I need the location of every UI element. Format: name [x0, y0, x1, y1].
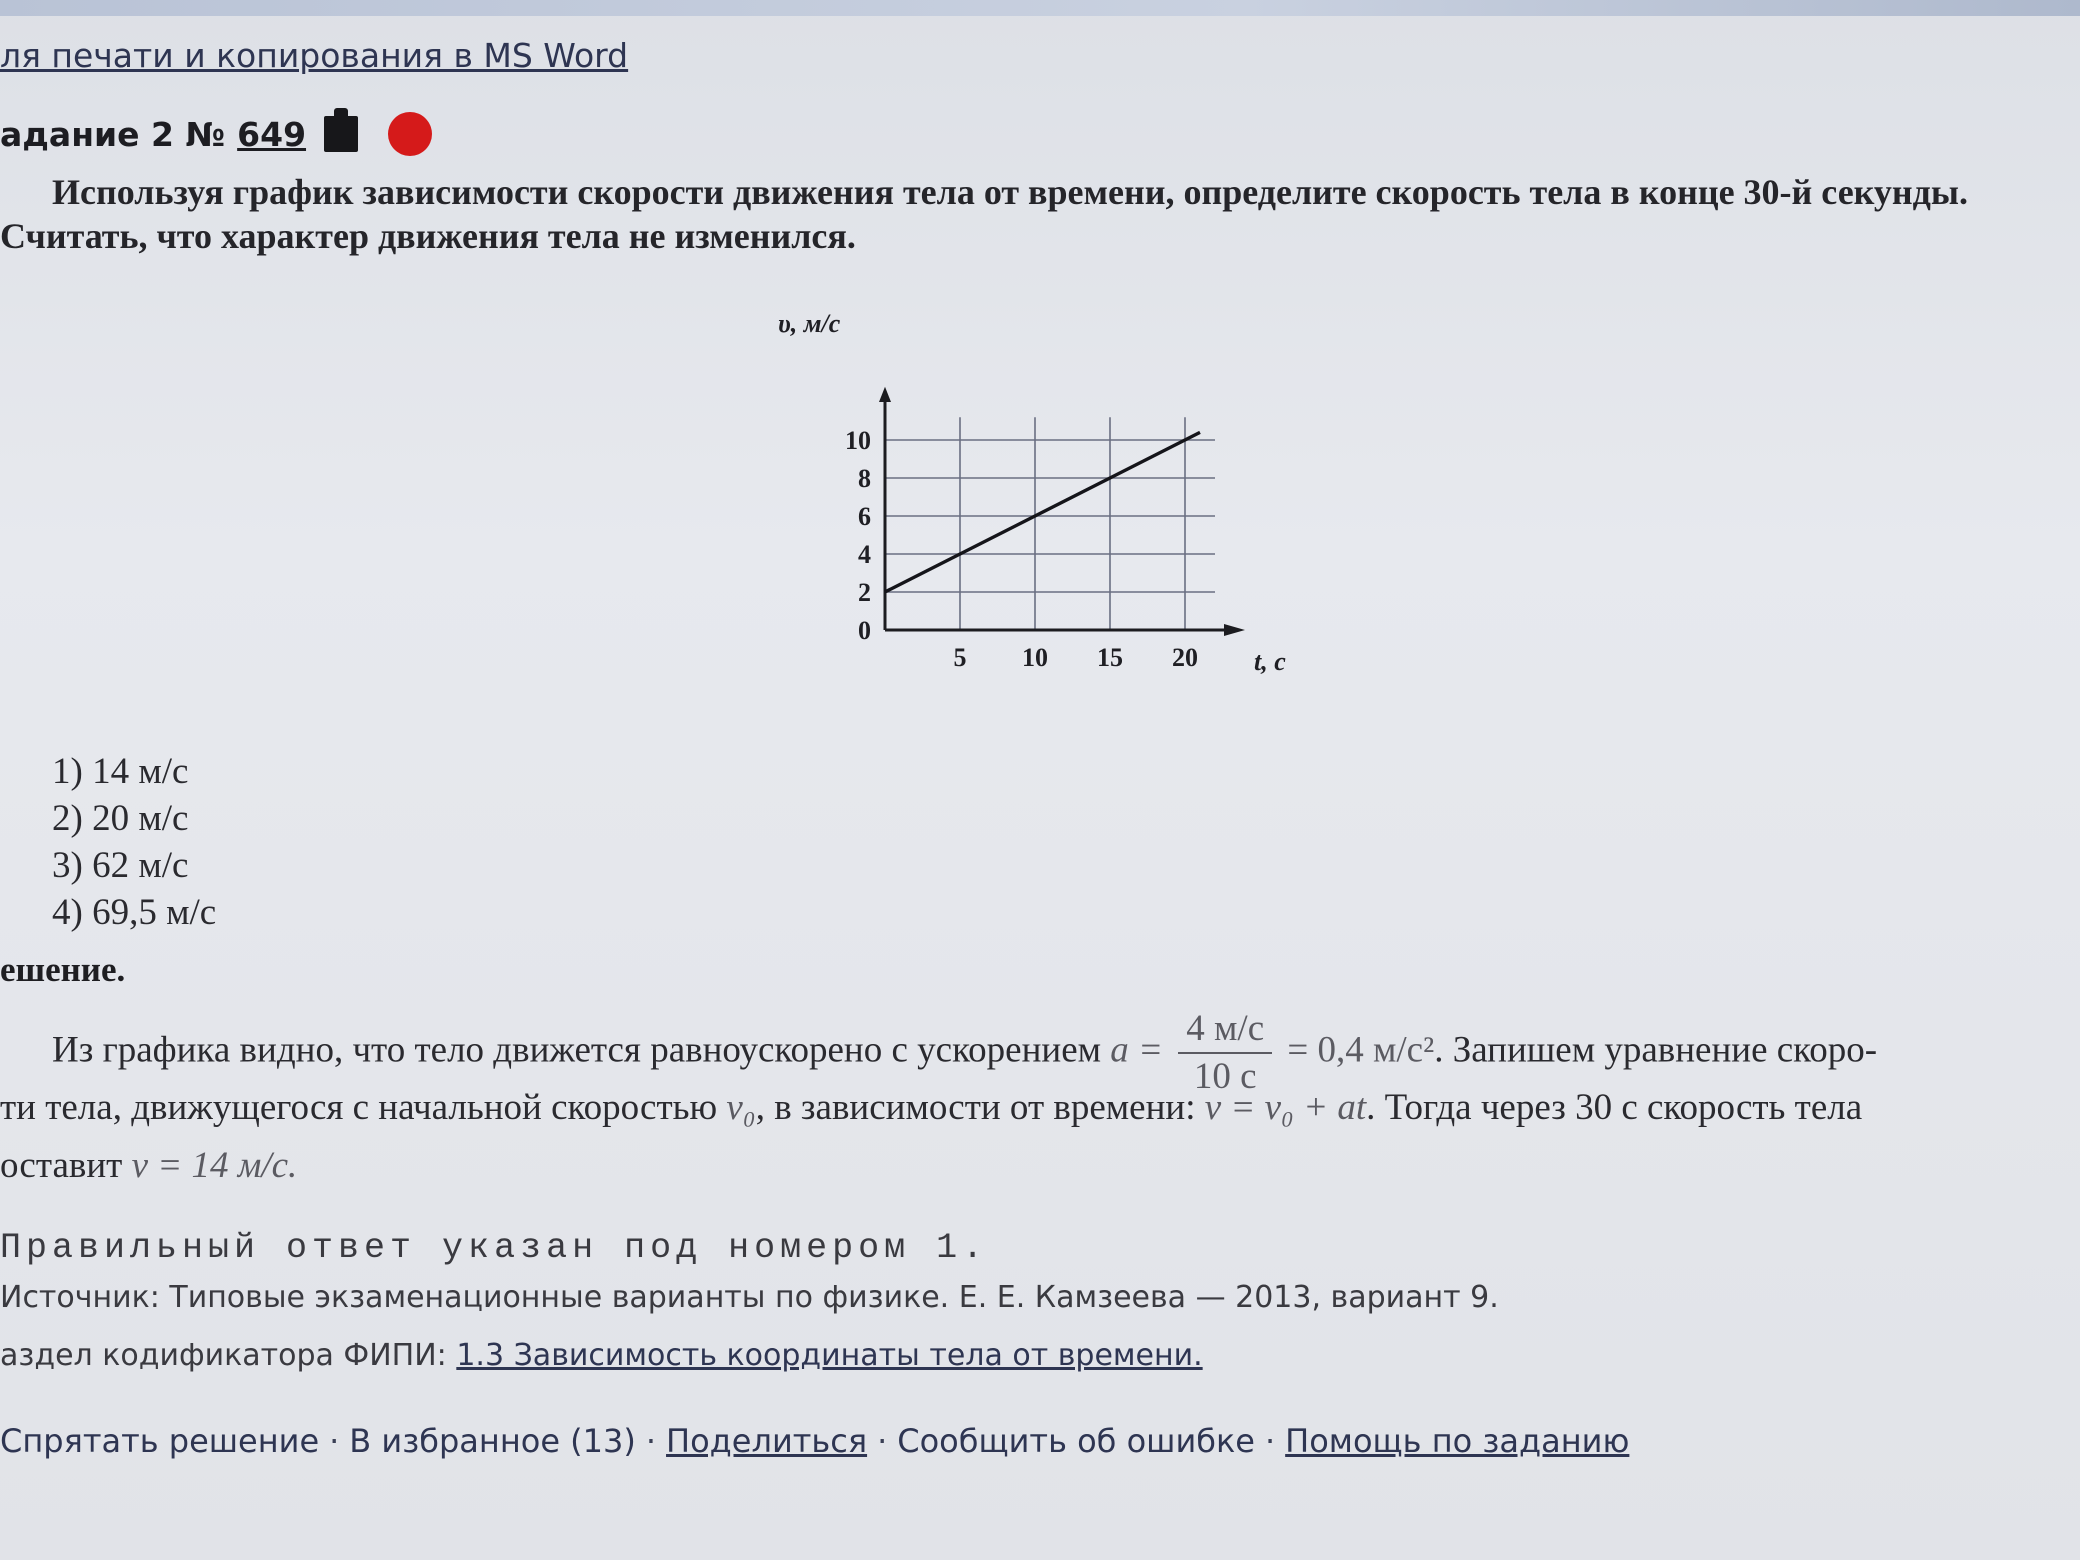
solution-text-2b: , в зависимости от времени:: [755, 1087, 1196, 1128]
accel-result: = 0,4 м/с²: [1287, 1029, 1435, 1071]
window-top-strip: [0, 0, 2080, 16]
solution-text-3a: оставит: [0, 1145, 123, 1186]
y-axis-label: υ, м/с: [778, 309, 841, 338]
fraction-denominator: 10 с: [1193, 1056, 1257, 1097]
y-tick-label-2: 2: [858, 578, 871, 607]
task-help-link[interactable]: Помощь по заданию: [1285, 1422, 1630, 1460]
x-tick-label-10: 10: [1022, 643, 1048, 672]
option-3: 3) 62 м/с: [52, 845, 189, 886]
solution-line-2: [0, 1086, 1862, 1129]
share-link[interactable]: Поделиться: [666, 1422, 868, 1460]
source-text: Источник: Типовые экзаменационные варианты по физике. Е. Е. Камзеева — 2013, вариант 9.: [0, 1280, 1499, 1315]
chart-series: [885, 432, 1200, 592]
chart-ticks: [845, 426, 1198, 672]
x-tick-label-5: 5: [953, 643, 967, 672]
velocity-formula: v = v₀ + at: [1204, 1087, 1367, 1128]
v0-symbol: v₀: [726, 1087, 756, 1128]
option-2: 2) 20 м/с: [52, 798, 189, 839]
y-axis-arrow: [879, 387, 891, 402]
question-text: Используя график зависимости скорости движения тела от времени, определите скорость тела в конце 30-й секунды. Считать, что характер движения тела не изменился.: [0, 172, 1968, 256]
velocity-result: v = 14 м/с.: [131, 1145, 298, 1186]
favorites-link[interactable]: В избранное (13): [349, 1422, 636, 1460]
solution-text-1b: . Запишем уравнение скоро-: [1434, 1029, 1878, 1071]
y-tick-label-0: 0: [858, 616, 871, 645]
solution-line-3: [0, 1144, 297, 1187]
series-line-0: [885, 432, 1200, 592]
velocity-chart: [760, 300, 1320, 700]
red-dot-icon[interactable]: [388, 112, 432, 156]
x-axis-label: t, с: [1254, 647, 1286, 676]
task-header: [0, 112, 432, 156]
solution-heading: ешение.: [0, 950, 126, 989]
solution-text-2c: . Тогда через 30 с скорость тела: [1366, 1087, 1863, 1128]
option-4: 4) 69,5 м/с: [52, 892, 217, 933]
clipboard-icon[interactable]: [324, 116, 358, 152]
hide-solution-link[interactable]: Спрятать решение: [0, 1422, 320, 1460]
y-tick-label-10: 10: [845, 426, 871, 455]
footer-links: Спрятать решение · В избранное (13) · Поделиться · Сообщить об ошибке · Помощь по заданию: [0, 1422, 1630, 1460]
solution-text-2a: ти тела, движущегося с начальной скоростью: [0, 1087, 718, 1128]
codifier-label: аздел кодификатора ФИПИ:: [0, 1338, 447, 1373]
x-axis-arrow: [1224, 624, 1245, 636]
chart-axes: [879, 387, 1245, 636]
task-label: адание 2 №: [0, 114, 226, 154]
x-tick-label-15: 15: [1097, 643, 1123, 672]
print-word-link[interactable]: ля печати и копирования в MS Word: [0, 36, 629, 75]
fraction-numerator: 4 м/с: [1178, 1006, 1272, 1054]
option-1: 1) 14 м/с: [52, 751, 189, 792]
codifier-link[interactable]: 1.3 Зависимость координаты тела от времени.: [456, 1338, 1203, 1373]
accel-symbol: a =: [1110, 1029, 1163, 1071]
x-tick-label-20: 20: [1172, 643, 1198, 672]
codifier-row: [0, 1338, 1203, 1373]
answer-options: [52, 748, 216, 936]
y-tick-label-6: 6: [858, 502, 871, 531]
report-error-link[interactable]: Сообщить об ошибке: [897, 1422, 1255, 1460]
y-tick-label-4: 4: [858, 540, 871, 569]
solution-text-1a: Из графика видно, что тело движется равноускорено с ускорением: [52, 1029, 1102, 1071]
y-tick-label-8: 8: [858, 464, 871, 493]
task-number-link[interactable]: 649: [237, 114, 307, 154]
correct-answer-text: Правильный ответ указан под номером 1.: [0, 1228, 989, 1268]
